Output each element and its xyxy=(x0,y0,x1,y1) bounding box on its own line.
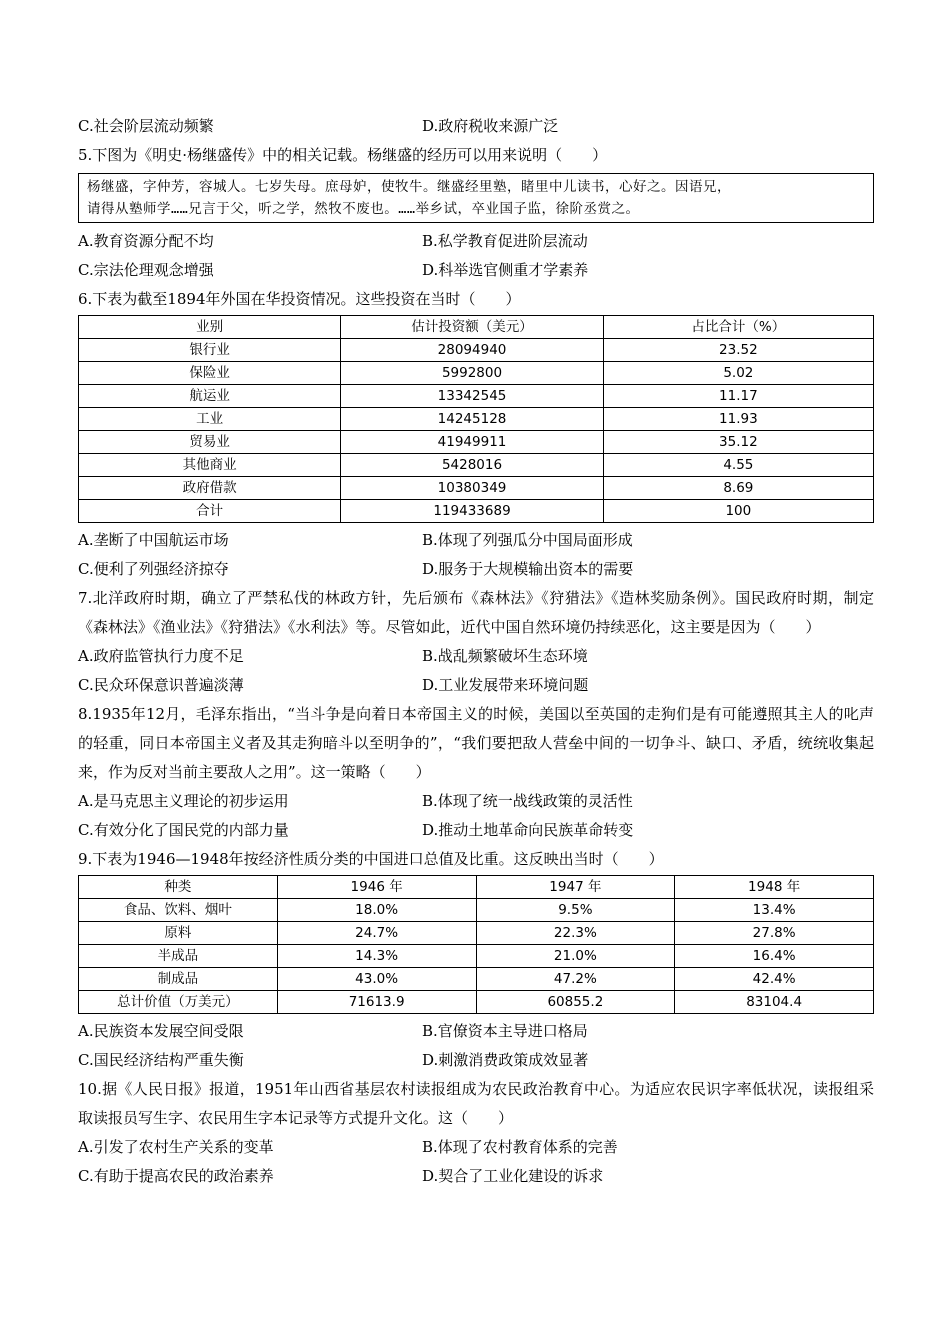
table-cell: 食品、饮料、烟叶 xyxy=(79,899,278,922)
table-cell: 119433689 xyxy=(341,500,603,523)
table-cell: 银行业 xyxy=(79,339,341,362)
table-row xyxy=(79,991,874,1014)
table-cell: 其他商业 xyxy=(79,454,341,477)
q4-option-c[interactable]: C.社会阶层流动频繁 xyxy=(78,117,214,135)
q8-option-b[interactable]: B.体现了统一战线政策的灵活性 xyxy=(422,792,633,810)
table-header-cell: 1947 年 xyxy=(476,876,675,899)
table-header-row xyxy=(79,316,874,339)
table-cell: 11.93 xyxy=(603,408,873,431)
q7-option-b[interactable]: B.战乱频繁破坏生态环境 xyxy=(422,647,588,665)
table-header-cell: 1946 年 xyxy=(277,876,476,899)
table-header-cell: 业别 xyxy=(79,316,341,339)
table-cell: 5428016 xyxy=(341,454,603,477)
q5-excerpt-line: 请得从塾师学……兄言于父，听之学，然牧不废也。……举乡试，卒业国子监，徐阶丞赏之。 xyxy=(87,201,640,217)
q9-option-d[interactable]: D.刺激消费政策成效显著 xyxy=(422,1051,589,1069)
table-row xyxy=(79,968,874,991)
table-cell: 工业 xyxy=(79,408,341,431)
table-header-cell: 种类 xyxy=(79,876,278,899)
q9-option-b[interactable]: B.官僚资本主导进口格局 xyxy=(422,1022,588,1040)
table-cell: 总计价值（万美元） xyxy=(79,991,278,1014)
table-cell: 航运业 xyxy=(79,385,341,408)
table-row xyxy=(79,408,874,431)
table-cell: 9.5% xyxy=(476,899,675,922)
table-row xyxy=(79,945,874,968)
q6-options-ab xyxy=(78,526,874,555)
q4-options-cd xyxy=(78,112,874,141)
table-cell: 42.4% xyxy=(675,968,874,991)
table-cell: 11.17 xyxy=(603,385,873,408)
q8-option-c[interactable]: C.有效分化了国民党的内部力量 xyxy=(78,821,289,839)
table-cell: 5992800 xyxy=(341,362,603,385)
q9-stem: 9.下表为1946—1948年按经济性质分类的中国进口总值及比重。这反映出当时（ ） xyxy=(78,850,664,868)
table-cell: 60855.2 xyxy=(476,991,675,1014)
q6-options-cd xyxy=(78,555,874,584)
table-header-cell: 占比合计（%） xyxy=(603,316,873,339)
table-cell: 47.2% xyxy=(476,968,675,991)
table-cell: 27.8% xyxy=(675,922,874,945)
q6-stem: 6.下表为截至1894年外国在华投资情况。这些投资在当时（ ） xyxy=(78,290,521,308)
table-row xyxy=(79,431,874,454)
table-header-cell: 估计投资额（美元） xyxy=(341,316,603,339)
q7-options-ab xyxy=(78,642,874,671)
table-cell: 合计 xyxy=(79,500,341,523)
table-cell: 原料 xyxy=(79,922,278,945)
q9-options-ab xyxy=(78,1017,874,1046)
table-cell: 18.0% xyxy=(277,899,476,922)
q10-option-b[interactable]: B.体现了农村教育体系的完善 xyxy=(422,1138,618,1156)
exam-page xyxy=(78,112,874,1191)
q5-excerpt-box xyxy=(78,173,874,223)
q9-option-a[interactable]: A.民族资本发展空间受限 xyxy=(78,1022,244,1040)
table-row xyxy=(79,500,874,523)
table-cell: 制成品 xyxy=(79,968,278,991)
table-cell: 保险业 xyxy=(79,362,341,385)
q4-option-d[interactable]: D.政府税收来源广泛 xyxy=(422,117,559,135)
table-cell: 政府借款 xyxy=(79,477,341,500)
q10-option-a[interactable]: A.引发了农村生产关系的变革 xyxy=(78,1138,274,1156)
q7-option-a[interactable]: A.政府监管执行力度不足 xyxy=(78,647,244,665)
table-cell: 41949911 xyxy=(341,431,603,454)
q10-stem: 10.据《人民日报》报道，1951年山西省基层农村读报组成为农民政治教育中心。为适应农民识字率低状况，读报组采取读报员写生字、农民用生字本记录等方式提升文化。这（ ） xyxy=(78,1080,874,1127)
table-cell: 8.69 xyxy=(603,477,873,500)
q7-option-d[interactable]: D.工业发展带来环境问题 xyxy=(422,676,589,694)
table-row xyxy=(79,362,874,385)
table-cell: 24.7% xyxy=(277,922,476,945)
q5-option-b[interactable]: B.私学教育促进阶层流动 xyxy=(422,232,588,250)
table-cell: 10380349 xyxy=(341,477,603,500)
q8-stem: 8.1935年12月，毛泽东指出，“当斗争是向着日本帝国主义的时候，美国以至英国的走狗们是有可能遵照其主人的叱声的轻重，同日本帝国主义者及其走狗暗斗以至明争的”，“我们要把敌人营垒中间的一切争斗、缺口、矛盾，统统收集起来，作为反对当前主要敌人之用”。这一策略（ ） xyxy=(78,705,874,781)
table-row xyxy=(79,477,874,500)
table-cell: 35.12 xyxy=(603,431,873,454)
q5-option-a[interactable]: A.教育资源分配不均 xyxy=(78,232,214,250)
q6-option-c[interactable]: C.便利了列强经济掠夺 xyxy=(78,560,229,578)
table-cell: 贸易业 xyxy=(79,431,341,454)
q8-option-d[interactable]: D.推动土地革命向民族革命转变 xyxy=(422,821,634,839)
q8-options-ab xyxy=(78,787,874,816)
table-cell: 21.0% xyxy=(476,945,675,968)
table-cell: 28094940 xyxy=(341,339,603,362)
q8-option-a[interactable]: A.是马克思主义理论的初步运用 xyxy=(78,792,289,810)
table-header-row xyxy=(79,876,874,899)
q5-options-ab xyxy=(78,227,874,256)
table-cell: 16.4% xyxy=(675,945,874,968)
table-cell: 14245128 xyxy=(341,408,603,431)
q10-option-c[interactable]: C.有助于提高农民的政治素养 xyxy=(78,1167,274,1185)
table-row xyxy=(79,922,874,945)
table-cell: 半成品 xyxy=(79,945,278,968)
table-cell: 13342545 xyxy=(341,385,603,408)
table-cell: 22.3% xyxy=(476,922,675,945)
q10-options-cd xyxy=(78,1162,874,1191)
q6-option-a[interactable]: A.垄断了中国航运市场 xyxy=(78,531,229,549)
q5-excerpt-line: 杨继盛，字仲芳，容城人。七岁失母。庶母妒，使牧牛。继盛经里塾，睹里中儿读书，心好之。因语兄， xyxy=(87,179,731,195)
q7-stem: 7.北洋政府时期，确立了严禁私伐的林政方针，先后颁布《森林法》《狩猎法》《造林奖励条例》。国民政府时期，制定《森林法》《渔业法》《狩猎法》《水利法》等。尽管如此，近代中国自然环境仍持续恶化，这主要是因为（ ） xyxy=(78,589,874,636)
q6-option-b[interactable]: B.体现了列强瓜分中国局面形成 xyxy=(422,531,633,549)
table-row xyxy=(79,454,874,477)
q5-option-c[interactable]: C.宗法伦理观念增强 xyxy=(78,261,214,279)
table-header-cell: 1948 年 xyxy=(675,876,874,899)
table-row xyxy=(79,899,874,922)
table-row xyxy=(79,385,874,408)
q9-import-table xyxy=(78,875,874,1014)
q6-investment-table xyxy=(78,315,874,523)
q6-option-d[interactable]: D.服务于大规模输出资本的需要 xyxy=(422,560,634,578)
table-cell: 5.02 xyxy=(603,362,873,385)
q7-option-c[interactable]: C.民众环保意识普遍淡薄 xyxy=(78,676,244,694)
table-cell: 100 xyxy=(603,500,873,523)
table-cell: 23.52 xyxy=(603,339,873,362)
table-cell: 13.4% xyxy=(675,899,874,922)
table-cell: 43.0% xyxy=(277,968,476,991)
q9-options-cd xyxy=(78,1046,874,1075)
table-row xyxy=(79,339,874,362)
table-cell: 83104.4 xyxy=(675,991,874,1014)
q5-options-cd xyxy=(78,256,874,285)
q9-option-c[interactable]: C.国民经济结构严重失衡 xyxy=(78,1051,244,1069)
q10-option-d[interactable]: D.契合了工业化建设的诉求 xyxy=(422,1167,604,1185)
q8-options-cd xyxy=(78,816,874,845)
q5-option-d[interactable]: D.科举选官侧重才学素养 xyxy=(422,261,589,279)
q10-options-ab xyxy=(78,1133,874,1162)
table-cell: 4.55 xyxy=(603,454,873,477)
table-cell: 14.3% xyxy=(277,945,476,968)
table-cell: 71613.9 xyxy=(277,991,476,1014)
q7-options-cd xyxy=(78,671,874,700)
q5-stem: 5.下图为《明史·杨继盛传》中的相关记载。杨继盛的经历可以用来说明（ ） xyxy=(78,146,608,164)
